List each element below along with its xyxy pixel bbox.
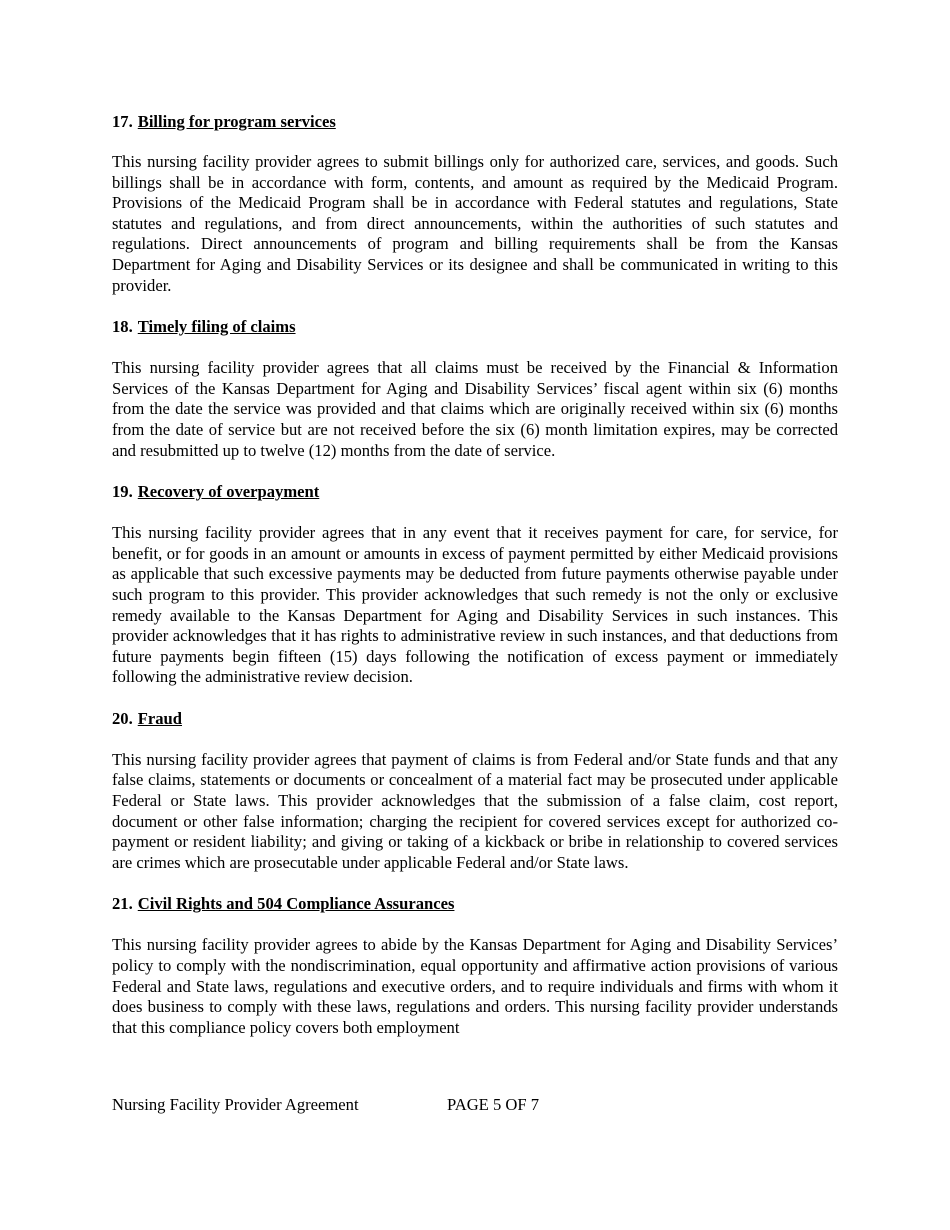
section-title: Billing for program services <box>137 112 336 131</box>
section-heading <box>112 482 838 502</box>
section-heading <box>112 709 838 729</box>
section-21 <box>112 894 838 1038</box>
section-body: This nursing facility provider agrees that payment of claims is from Federal and/or State funds and that any false claims, statements or documents or concealment of a material fact may be prosecuted under applicable Federal or State laws. This provider acknowledges that the submission of a false claim, cost report, document or other false information; charging the recipient for covered services except for authorized co-payment or resident liability; and giving or taking of a kickback or bribe in relationship to covered services are crimes which are prosecutable under applicable Federal and/or State laws. <box>112 749 838 872</box>
section-number: 21. <box>112 894 133 914</box>
section-19 <box>112 482 838 688</box>
page-footer <box>112 1095 540 1115</box>
section-body: This nursing facility provider agrees that in any event that it receives payment for care, for service, for benefit, or for goods in an amount or amounts in excess of payment permitted by either Medicaid provisions as applicable that such excessive payments may be deducted from future payments otherwise payable under such program to this provider. This provider acknowledges that such remedy is not the only or exclusive remedy available to the Kansas Department for Aging and Disability Services in such instances. This provider acknowledges that it has rights to administrative review in such instances, and that deductions from future payments begin fifteen (15) days following the notification of excess payment or immediately following the administrative review decision. <box>112 523 838 687</box>
footer-page-number: PAGE 5 OF 7 <box>447 1095 540 1114</box>
section-17 <box>112 112 838 296</box>
section-body: This nursing facility provider agrees that all claims must be received by the Financial & Information Services of the Kansas Department for Aging and Disability Services’ fiscal agent within six (6) months from the date the service was provided and that claims which are originally received within six (6) months from the date of service but are not received before the six (6) month limitation expires, may be corrected and resubmitted up to twelve (12) months from the date of service. <box>112 358 838 460</box>
section-heading <box>112 317 838 337</box>
section-title: Fraud <box>137 708 183 728</box>
section-18 <box>112 317 838 461</box>
section-body: This nursing facility provider agrees to submit billings only for authorized care, services, and goods. Such billings shall be in accordance with form, contents, and amount as required by the Medicaid Program. Provisions of the Medicaid Program shall be in accordance with Federal statutes and regulations, State statutes and regulations, and from direct announcements, within the authorities of such statutes and regulations. Direct announcements of program and billing requirements shall be from the Kansas Department for Aging and Disability Services or its designee and shall be communicated in writing to this provider. <box>112 152 838 295</box>
section-title: Timely filing of claims <box>137 317 296 337</box>
section-body: This nursing facility provider agrees to abide by the Kansas Department for Aging and Disability Services’ policy to comply with the nondiscrimination, equal opportunity and affirmative action provisions of various Federal and State laws, regulations and executive orders, and to require individuals and firms with whom it does business to comply with these laws, regulations and orders. This nursing facility provider understands that this compliance policy covers both employment <box>112 935 838 1037</box>
footer-doc-title: Nursing Facility Provider Agreement <box>112 1095 359 1114</box>
section-number: 20. <box>112 708 133 728</box>
section-number: 17. <box>112 112 133 131</box>
section-20 <box>112 709 838 874</box>
section-title: Civil Rights and 504 Compliance Assurances <box>137 894 455 914</box>
section-heading <box>112 112 838 132</box>
document-page <box>112 112 838 1038</box>
section-number: 19. <box>112 482 133 502</box>
section-heading <box>112 894 838 914</box>
section-number: 18. <box>112 317 133 337</box>
section-title: Recovery of overpayment <box>137 482 320 502</box>
